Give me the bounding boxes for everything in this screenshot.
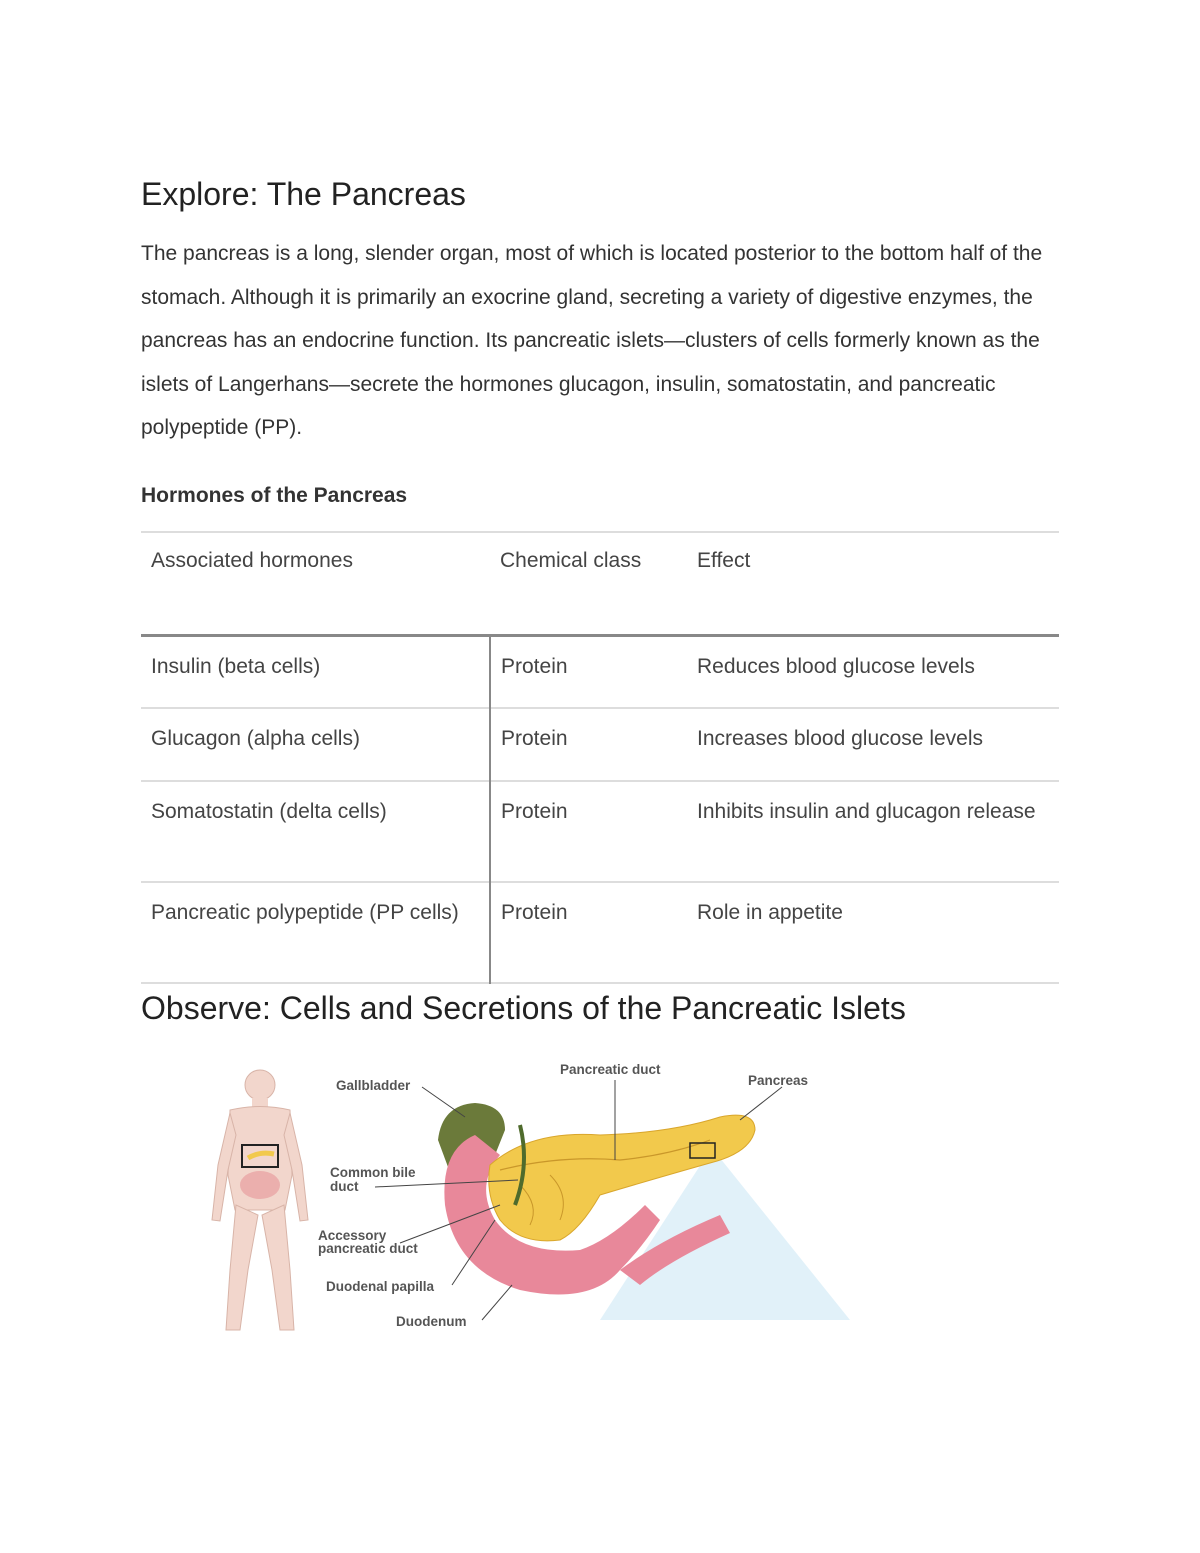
observe-heading: Observe: Cells and Secretions of the Pancreatic Islets (141, 990, 906, 1026)
label-common-bile-duct-line2: duct (330, 1179, 359, 1194)
table-header-row (141, 532, 1059, 635)
label-pancreatic-duct: Pancreatic duct (560, 1062, 661, 1077)
pancreas-illustration (200, 1055, 860, 1340)
chemical-class-cell: Protein (501, 901, 568, 924)
label-pancreas: Pancreas (748, 1073, 809, 1088)
table-row (141, 781, 1059, 882)
label-common-bile-duct-line1: Common bile (330, 1165, 416, 1180)
human-body-figure (212, 1070, 308, 1330)
table-row (141, 635, 1059, 708)
header-chemical-class: Chemical class (500, 549, 642, 572)
table-row (141, 882, 1059, 983)
label-duodenum: Duodenum (396, 1314, 467, 1329)
explore-heading: Explore: The Pancreas (141, 176, 466, 212)
pancreas-anatomy-figure (200, 1055, 860, 1340)
hormone-cell: Pancreatic polypeptide (PP cells) (141, 882, 490, 983)
label-duodenal-papilla: Duodenal papilla (326, 1279, 435, 1294)
label-accessory-duct-line1: Accessory (318, 1228, 387, 1243)
chemical-class-cell: Protein (501, 654, 568, 678)
hormone-cell: Insulin (beta cells) (141, 635, 490, 708)
hormones-table (141, 531, 1059, 984)
effect-cell: Role in appetite (697, 901, 843, 924)
effect-cell: Reduces blood glucose levels (697, 654, 975, 678)
hormone-cell: Somatostatin (delta cells) (141, 781, 490, 882)
table-title: Hormones of the Pancreas (141, 484, 408, 507)
label-gallbladder: Gallbladder (336, 1078, 411, 1093)
effect-cell: Inhibits insulin and glucagon release (697, 800, 1036, 823)
label-accessory-duct-line2: pancreatic duct (318, 1241, 418, 1256)
chemical-class-cell: Protein (501, 800, 568, 823)
intro-paragraph: The pancreas is a long, slender organ, most of which is located posterior to the bottom half of the stomach. Although it is primarily an exocrine gland, secreting a variety of digestive enzymes, the pancreas has an endocrine function. Its pancreatic islets—clusters of cells formerly known as the islets of Langerhans—secrete the hormones glucagon, insulin, somatostatin, and pancreatic polypeptide (PP). (141, 242, 1043, 439)
effect-cell: Increases blood glucose levels (697, 727, 984, 750)
chemical-class-cell: Protein (501, 727, 568, 750)
table-row (141, 708, 1059, 781)
header-effect: Effect (697, 549, 751, 572)
header-associated-hormones: Associated hormones (151, 549, 353, 572)
hormone-cell: Glucagon (alpha cells) (141, 708, 490, 781)
